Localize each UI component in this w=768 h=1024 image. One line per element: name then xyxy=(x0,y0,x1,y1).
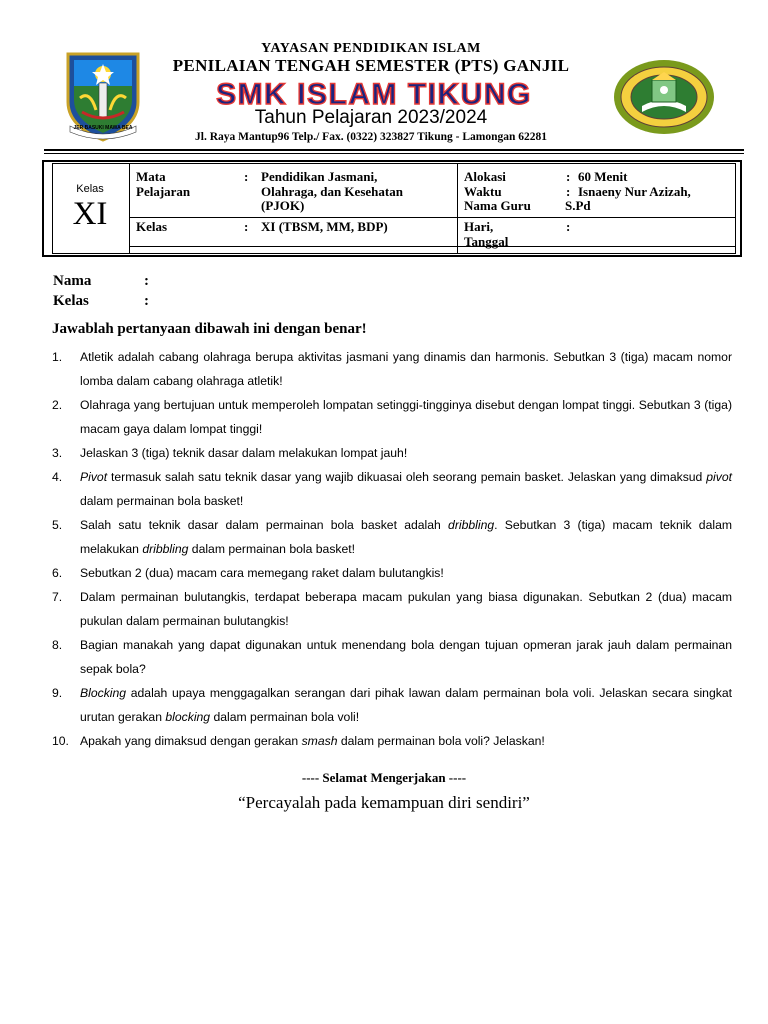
question-text-part: Bagian manakah yang dapat digunakan untuk menendang bola dengan tujuan opmeran jarak jauh dalam permainan sepak bola? xyxy=(80,638,732,676)
question-text xyxy=(80,446,407,460)
question-number: 5. xyxy=(52,518,63,532)
mapel-value: Pendidikan Jasmani, Olahraga, dan Kesehatan (PJOK) xyxy=(261,169,403,213)
question-term: dribbling xyxy=(142,542,189,556)
nama-label: Nama xyxy=(53,273,92,289)
academic-year: Tahun Pelajaran 2023/2024 xyxy=(254,107,488,128)
question-text xyxy=(80,518,732,556)
question-item xyxy=(52,633,732,681)
question-text xyxy=(80,638,732,676)
question-text-part: . Sebutkan 3 (tiga) macam teknik dalam melakukan xyxy=(80,518,732,556)
school-name: SMK ISLAM TIKUNG xyxy=(216,78,532,110)
question-text xyxy=(80,566,444,580)
question-text-part: termasuk salah satu teknik dasar yang wajib dikuasai oleh seorang pemain basket. Jelaskan yang dimaksud xyxy=(107,470,707,484)
info-col-divider-2 xyxy=(457,163,458,254)
question-number: 3. xyxy=(52,446,63,460)
school-name-banner xyxy=(0,74,748,110)
question-text xyxy=(80,734,545,748)
question-term: pivot xyxy=(706,470,732,484)
guru-value-2: S.Pd xyxy=(565,198,591,213)
question-text-part: dalam permainan bola voli? Jelaskan! xyxy=(337,734,545,748)
question-number: 1. xyxy=(52,350,63,364)
question-term: Blocking xyxy=(80,686,127,700)
question-item xyxy=(52,465,732,513)
alokasi-label: Alokasi Waktu Nama Guru xyxy=(464,169,531,213)
question-item xyxy=(52,513,732,561)
kelas-label: Kelas xyxy=(53,293,89,309)
kelas-box-label: Kelas xyxy=(76,183,104,195)
info-col-divider-1 xyxy=(129,163,130,254)
header-divider-thin xyxy=(44,153,744,154)
question-number: 9. xyxy=(52,686,63,700)
question-text-part: dalam permainan bola basket! xyxy=(80,494,244,508)
motivational-quote: “Percayalah pada kemampuan diri sendiri” xyxy=(238,793,530,812)
question-text xyxy=(80,590,732,628)
question-term: blocking xyxy=(165,710,211,724)
question-list xyxy=(52,345,732,753)
question-term: smash xyxy=(301,734,338,748)
hari-colon: : xyxy=(566,219,571,234)
kelas-row-colon: : xyxy=(244,219,249,234)
question-text-part: Jelaskan 3 (tiga) teknik dasar dalam melakukan lompat jauh! xyxy=(80,446,408,460)
question-text-part: adalah upaya menggagalkan serangan dari pihak lawan dalam permainan bola voli. Jelaskan secara singkat urutan gerakan xyxy=(80,686,732,724)
question-number: 8. xyxy=(52,638,63,652)
question-text xyxy=(80,398,732,436)
question-text xyxy=(80,686,732,724)
alokasi-value: 60 Menit xyxy=(578,169,628,184)
question-text-part: Apakah yang dimaksud dengan gerakan xyxy=(80,734,302,748)
question-text-part: Sebutkan 2 (dua) macam cara memegang raket dalam bulutangkis! xyxy=(80,566,444,580)
question-term: Pivot xyxy=(80,470,108,484)
question-text-part: Dalam permainan bulutangkis, terdapat beberapa macam pukulan yang biasa digunakan. Sebutkan 2 (dua) macam pukulan dalam permainan bulutangkis! xyxy=(80,590,732,628)
exam-title: PENILAIAN TENGAH SEMESTER (PTS) GANJIL xyxy=(172,56,570,75)
guru-colon: : xyxy=(566,183,571,199)
header-divider xyxy=(44,149,744,151)
info-row-divider xyxy=(129,217,736,218)
question-number: 2. xyxy=(52,398,63,412)
question-text-part: Salah satu teknik dasar dalam permainan bola basket adalah xyxy=(80,518,449,532)
info-row-divider-bottom xyxy=(129,246,736,247)
kelas-box-value: XI xyxy=(72,196,108,232)
question-item xyxy=(52,585,732,633)
guru-value-1: Isnaeny Nur Azizah, xyxy=(578,183,691,199)
hari-label: Hari, Tanggal xyxy=(464,219,509,249)
question-text-part: dalam permainan bola voli! xyxy=(210,710,360,724)
mapel-colon: : xyxy=(244,169,249,184)
mapel-label: Mata Pelajaran xyxy=(136,169,191,199)
question-text xyxy=(80,350,732,388)
kelas-row-value: XI (TBSM, MM, BDP) xyxy=(261,219,388,234)
question-number: 4. xyxy=(52,470,63,484)
question-term: dribbling xyxy=(448,518,495,532)
question-item xyxy=(52,441,732,465)
logo-left-motto: JER BASUKI MAWA BEA xyxy=(73,125,133,131)
question-item xyxy=(52,393,732,441)
question-item xyxy=(52,729,732,753)
school-address: Jl. Raya Mantup96 Telp./ Fax. (0322) 323827 Tikung - Lamongan 62281 xyxy=(195,131,547,143)
kelas-colon: : xyxy=(144,293,149,309)
question-number: 7. xyxy=(52,590,63,604)
question-text-part: dalam permainan bola basket! xyxy=(188,542,356,556)
question-text-part: Atletik adalah cabang olahraga berupa aktivitas jasmani yang dinamis dan harmonis. Sebutkan 3 (tiga) macam nomor lomba dalam cabang olahraga atletik! xyxy=(80,350,732,388)
question-text-part: Olahraga yang bertujuan untuk memperoleh lompatan setinggi-tingginya disebut dengan lompat tinggi. Sebutkan 3 (tiga) macam gaya dalam lompat tinggi! xyxy=(80,398,732,436)
closing-text: ---- Selamat Mengerjakan ---- xyxy=(301,770,467,785)
instruction: Jawablah pertanyaan dibawah ini dengan benar! xyxy=(52,321,367,337)
question-item xyxy=(52,345,732,393)
question-number: 10. xyxy=(52,734,69,748)
question-text xyxy=(80,470,732,508)
alokasi-colon: : xyxy=(566,169,571,184)
kelas-row-label: Kelas xyxy=(136,219,168,234)
guru-label: Nama Guru xyxy=(464,198,531,213)
question-number: 6. xyxy=(52,566,63,580)
question-item xyxy=(52,681,732,729)
nama-colon: : xyxy=(144,273,149,289)
question-item xyxy=(52,561,732,585)
foundation-name: YAYASAN PENDIDIKAN ISLAM xyxy=(261,41,481,56)
